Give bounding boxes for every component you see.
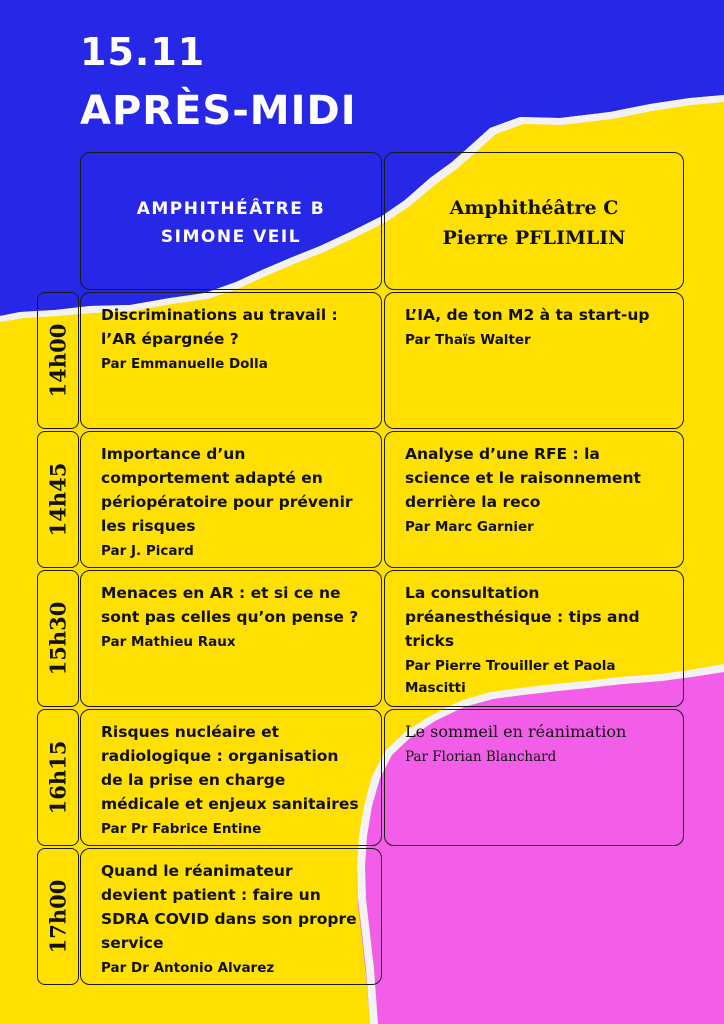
session-b-4 <box>80 709 382 846</box>
session-speaker: Par Marc Garnier <box>405 519 534 535</box>
session-b-2 <box>80 431 382 568</box>
session-speaker: Par Florian Blanchard <box>405 749 557 765</box>
session-b-3 <box>80 570 382 707</box>
session-title: La consultation préanesthésique : tips and tricks <box>405 584 640 650</box>
session-title: Quand le réanimateur devient patient : faire un SDRA COVID dans son propre service <box>101 862 357 952</box>
session-speaker: Par Thaïs Walter <box>405 332 531 348</box>
period-title: APRÈS-MIDI <box>80 88 357 134</box>
session-speaker: Par Pierre Trouiller et Paola Mascitti <box>405 658 616 696</box>
session-title: Importance d’un comportement adapté en périopératoire pour prévenir les risques <box>101 445 353 535</box>
session-title: Discriminations au travail : l’AR épargnée ? <box>101 306 338 348</box>
room-b-subtitle: SIMONE VEIL <box>160 227 302 247</box>
time-label: 14h00 <box>45 323 71 398</box>
time-slot-2 <box>37 431 79 568</box>
session-title: Analyse d’une RFE : la science et le raisonnement derrière la reco <box>405 445 641 511</box>
session-title: L’IA, de ton M2 à ta start-up <box>405 306 650 324</box>
session-title: Menaces en AR : et si ce ne sont pas celles qu’on pense ? <box>101 584 359 626</box>
session-title: Risques nucléaire et radiologique : organisation de la prise en charge médicale et enjeux sanitaires <box>101 723 359 813</box>
session-c-1 <box>384 292 684 429</box>
time-slot-4 <box>37 709 79 846</box>
time-slot-5 <box>37 848 79 985</box>
session-c-3 <box>384 570 684 707</box>
session-c-4 <box>384 709 684 846</box>
session-b-1 <box>80 292 382 429</box>
time-label: 14h45 <box>45 462 71 537</box>
room-header-amphi-b <box>80 152 382 290</box>
room-b-name: AMPHITHÉÂTRE B <box>136 199 326 219</box>
session-speaker: Par Pr Fabrice Entine <box>101 821 262 837</box>
time-label: 16h15 <box>45 740 71 815</box>
session-title: Le sommeil en réanimation <box>405 722 627 741</box>
room-c-subtitle: Pierre PFLIMLIN <box>442 227 626 249</box>
session-speaker: Par Mathieu Raux <box>101 634 236 650</box>
session-speaker: Par Emmanuelle Dolla <box>101 356 268 372</box>
session-b-5 <box>80 848 382 985</box>
time-slot-3 <box>37 570 79 707</box>
session-speaker: Par J. Picard <box>101 543 194 559</box>
time-slot-1 <box>37 292 79 429</box>
session-speaker: Par Dr Antonio Alvarez <box>101 960 275 976</box>
date-title: 15.11 <box>80 30 206 74</box>
time-label: 15h30 <box>45 601 71 676</box>
session-c-2 <box>384 431 684 568</box>
room-c-name: Amphithéâtre C <box>449 197 619 219</box>
time-label: 17h00 <box>45 879 71 954</box>
room-header-amphi-c <box>384 152 684 290</box>
